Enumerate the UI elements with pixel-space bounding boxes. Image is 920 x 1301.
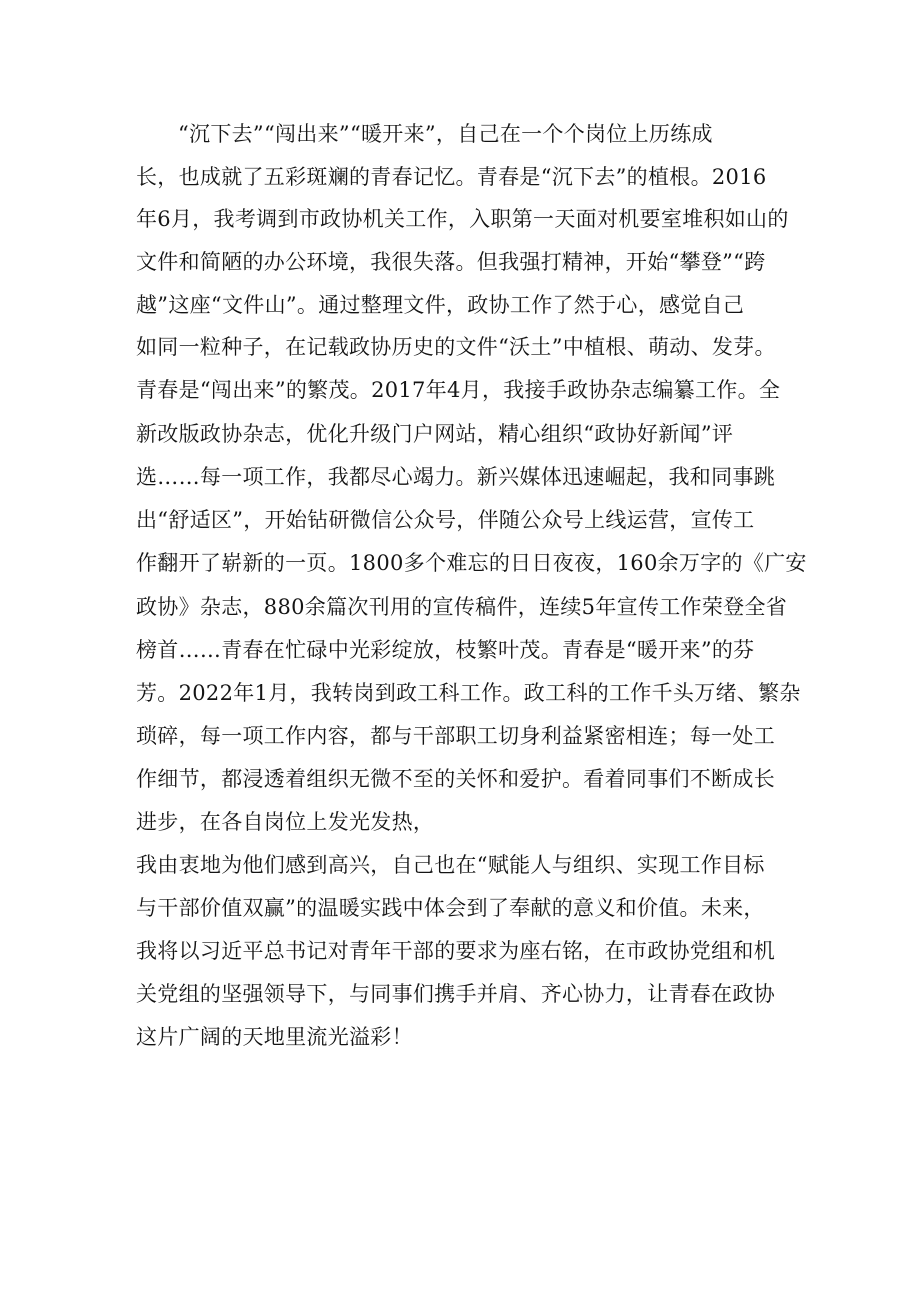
text-line: 如同一粒种子，在记载政协历史的文件“沃土”中植根、萌动、发芽。 bbox=[136, 335, 776, 359]
text-line: 作细节，都浸透着组织无微不至的关怀和爱护。看着同事们不断成长 bbox=[136, 767, 775, 791]
text-line: 越”这座“文件山”。通过整理文件，政协工作了然于心，感觉自己 bbox=[136, 293, 745, 317]
text-line: 年6月，我考调到市政协机关工作，入职第一天面对机要室堆积如山的 bbox=[136, 207, 789, 231]
text-line: 长，也成就了五彩斑斓的青春记忆。青春是“沉下去”的植根。2016 bbox=[136, 165, 767, 189]
text-line: 关党组的坚强领导下，与同事们携手并肩、齐心协力，让青春在政协 bbox=[136, 982, 775, 1006]
text-line: 青春是“闯出来”的繁茂。2017年4月，我接手政协杂志编纂工作。全 bbox=[136, 378, 781, 402]
text-line: 这片广阔的天地里流光溢彩！ bbox=[136, 1025, 413, 1049]
text-line: 进步，在各自岗位上发光发热， bbox=[136, 810, 435, 834]
text-line: “沉下去”“闯出来”“暖开来”，自己在一个个岗位上历练成 bbox=[178, 122, 713, 146]
text-line: 与干部价值双赢”的温暖实践中体会到了奉献的意义和价值。未来， bbox=[136, 896, 765, 920]
text-line: 我由衷地为他们感到高兴，自己也在“赋能人与组织、实现工作目标 bbox=[136, 853, 765, 877]
text-line: 作翻开了崭新的一页。1800多个难忘的日日夜夜，160余万字的《广安 bbox=[136, 551, 807, 575]
text-line: 选……每一项工作，我都尽心竭力。新兴媒体迅速崛起，我和同事跳 bbox=[136, 465, 775, 489]
text-line: 出“舒适区”，开始钻研微信公众号，伴随公众号上线运营，宣传工 bbox=[136, 508, 755, 532]
text-line: 新改版政协杂志，优化升级门户网站，精心组织“政协好新闻”评 bbox=[136, 422, 734, 446]
text-line: 芳。2022年1月，我转岗到政工科工作。政工科的工作千头万绪、繁杂 bbox=[136, 681, 801, 705]
text-line: 文件和简陋的办公环境，我很失落。但我强打精神，开始“攀登”“跨 bbox=[136, 250, 766, 274]
text-line: 我将以习近平总书记对青年干部的要求为座右铭，在市政协党组和机 bbox=[136, 939, 775, 963]
text-line: 琐碎，每一项工作内容，都与干部职工切身利益紧密相连；每一处工 bbox=[136, 724, 775, 748]
text-line: 政协》杂志，880余篇次刊用的宣传稿件，连续5年宣传工作荣登全省 bbox=[136, 595, 788, 619]
text-line: 榜首……青春在忙碌中光彩绽放，枝繁叶茂。青春是“暖开来”的芬 bbox=[136, 638, 755, 662]
